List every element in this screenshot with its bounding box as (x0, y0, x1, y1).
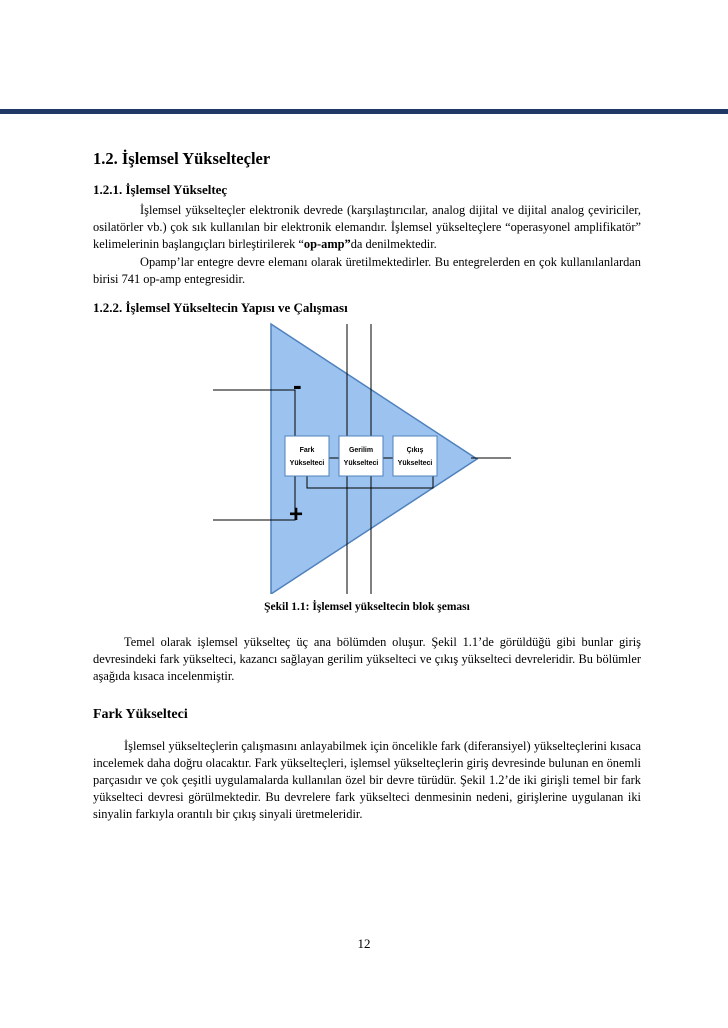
block-cikis-line1: Çıkış (406, 447, 424, 455)
page-content (93, 148, 641, 824)
opamp-diagram-svg (93, 322, 641, 594)
subsection-title-1: 1.2.1. İşlemsel Yükselteç (93, 182, 228, 197)
block-fark (285, 436, 329, 476)
plus-sign: + (289, 501, 304, 529)
header-rule (0, 109, 728, 114)
block-gerilim-line1: Gerilim (348, 447, 374, 455)
paragraph-3: Temel olarak işlemsel yükselteç üç ana bölümden oluşur. Şekil 1.1’de görüldüğü gibi bunlar giriş devresindeki fark yükselteci, kazancı sağlayan gerilim yükselteci ve çıkış yükselteci devreleridir. Bu bölümler aşağıda kısaca incelenmiştir. (93, 635, 641, 684)
paragraph-2: Opamp’lar entegre devre elemanı olarak üretilmektedirler. Bu entegrelerden en çok kullanılanlardan birisi 741 op-amp entegresidir. (93, 254, 641, 286)
paragraph-4: İşlemsel yükselteçlerin çalışmasını anlayabilmek için öncelikle fark (diferansiyel) yükselteçlerini kısaca incelemek daha doğru olacaktır. Fark yükselteçleri, işlemsel yükselteçlerin giriş devresinde bulunan en önemli parçasıdır ve çok çeşitli uygulamalarda kullanılan özel bir devre türüdür. Şekil 1.2’de iki girişli temel bir fark yükselteci devresi görülmektedir. Bu devrelere fark yükselteci denmesinin nedeni, girişlerine uygulanan iki sinyalin farkıyla orantılı bir çıkış sinyali üretmeleridir. (93, 738, 641, 822)
section-title: 1.2. İşlemsel Yükselteçler (93, 149, 271, 168)
fark-yukselteci-title: Fark Yükselteci (93, 706, 188, 722)
opamp-block-diagram (93, 322, 641, 594)
block-fark-line2: Yükselteci (289, 460, 325, 468)
block-cikis (393, 436, 437, 476)
block-gerilim (339, 436, 383, 476)
block-fark-line1: Fark (299, 447, 315, 455)
block-cikis-line2: Yükselteci (397, 460, 433, 468)
paragraph-1: İşlemsel yükselteçler elektronik devrede (karşılaştırıcılar, analog dijital ve dijital analog çeviriciler, osilatörler vb.) çok sık kullanılan bir elektronik elemandır. İşlemsel yükselteçlere “operasyonel amplifikatör” kelimelerinin başlangıçları birleştirilerek “op-amp”da denilmektedir. (93, 203, 641, 252)
page-number: 12 (357, 936, 371, 951)
block-gerilim-line2: Yükselteci (343, 460, 379, 468)
subsection-title-2: 1.2.2. İşlemsel Yükseltecin Yapısı ve Çalışması (93, 300, 348, 316)
minus-sign: - (293, 370, 302, 401)
figure-caption: Şekil 1.1: İşlemsel yükseltecin blok şeması (264, 601, 470, 614)
